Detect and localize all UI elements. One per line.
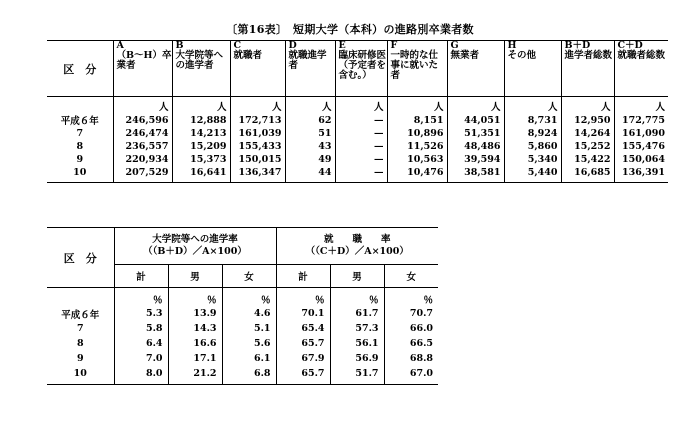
table1-unit: 人 [387,97,447,114]
table-cell: 5,340 [504,153,561,166]
table1-col-header: B＋D 進学者総数 [561,41,614,97]
table2-unit: ％ [330,288,384,307]
table2-unit-corner [47,288,114,307]
table2-unit: ％ [276,288,330,307]
table-row [47,336,438,351]
advancement-rate-header: 大学院等への進学率 （（B＋D）／A×100） [114,228,276,265]
table-cell: 14.3 [168,321,222,336]
rates-table [47,227,438,385]
table1-corner-label: 区 分 [47,41,113,97]
table-cell: 12,888 [172,113,230,127]
table-cell: 236,557 [113,140,172,153]
table-cell: 136,347 [230,166,285,183]
table-cell: 150,015 [230,153,285,166]
table-cell: 6.1 [222,351,276,366]
table-cell: 65.7 [276,336,330,351]
table-row [47,127,668,140]
table1-unit-corner [47,97,113,114]
table-cell: 5.6 [222,336,276,351]
table-cell: 56.1 [330,336,384,351]
table-cell: 70.1 [276,306,330,321]
table1-unit-row [47,97,668,114]
table-cell: 10,476 [387,166,447,183]
subheader-female: 女 [384,265,438,288]
table-cell: 15,373 [172,153,230,166]
table-cell: 15,209 [172,140,230,153]
table-cell: 15,422 [561,153,614,166]
table-cell: 161,039 [230,127,285,140]
table-cell: 51.7 [330,366,384,385]
table1-unit: 人 [447,97,504,114]
table-row [47,113,668,127]
table-row [47,153,668,166]
row-label: 10 [47,366,114,385]
table-cell: 8,731 [504,113,561,127]
row-label: 平成６年 [47,113,113,127]
table-cell: 150,064 [622,154,665,165]
table-cell: 12,950 [561,113,614,127]
table-cell: — [335,113,387,127]
subheader-total: 計 [114,265,168,288]
table-cell: 246,596 [113,113,172,127]
table1-unit: 人 [172,97,230,114]
table-cell: 65.4 [276,321,330,336]
table1-header-row [47,41,668,97]
graduates-by-path-table [47,40,668,183]
table-cell: 6.4 [114,336,168,351]
table-cell: 155,476 [622,141,665,152]
subheader-male: 男 [168,265,222,288]
table-cell: 11,526 [387,140,447,153]
table-cell: 4.6 [222,306,276,321]
row-label: 8 [47,140,113,153]
table-cell: 16.6 [168,336,222,351]
table1-col-header: B 大学院等への進学者 [172,41,230,97]
table-cell: 66.0 [409,323,434,334]
row-label: 8 [47,336,114,351]
table-row [47,321,438,336]
table1-unit: 人 [504,97,561,114]
table-row [47,306,438,321]
table1-unit: 人 [561,97,614,114]
table-cell: 44 [285,166,335,183]
subheader-total: 計 [276,265,330,288]
table-cell: 14,264 [561,127,614,140]
table-cell: 65.7 [276,366,330,385]
table-cell: 57.3 [330,321,384,336]
table-cell: 155,433 [230,140,285,153]
table-cell: 10,896 [387,127,447,140]
table1-col-header: A （B～H）卒業者 [113,41,172,97]
table-cell: 246,474 [113,127,172,140]
table-cell: 207,529 [113,166,172,183]
table-cell: 136,391 [622,167,665,178]
table-cell: 16,685 [561,166,614,183]
table-cell: 5.3 [114,306,168,321]
table-cell: 62 [285,113,335,127]
table2-unit: ％ [423,295,434,306]
table-row [47,140,668,153]
table1-col-header: G 無業者 [447,41,504,97]
table-cell: — [335,153,387,166]
table1-col-header: C＋D 就職者総数 [614,41,668,97]
table-cell: 17.1 [168,351,222,366]
subheader-male: 男 [330,265,384,288]
table-cell: 39,594 [447,153,504,166]
table-cell: 67.0 [409,368,434,379]
table-cell: 220,934 [113,153,172,166]
table1-unit: 人 [285,97,335,114]
table-row [47,366,438,385]
table2-unit-row [47,288,438,307]
table1-unit: 人 [230,97,285,114]
table2-unit: ％ [168,288,222,307]
table-cell: 5.1 [222,321,276,336]
table-cell: 51 [285,127,335,140]
table1-unit: 人 [655,102,665,113]
row-label: 7 [47,321,114,336]
table-cell: 67.9 [276,351,330,366]
table-cell: — [335,127,387,140]
table-cell: 13.9 [168,306,222,321]
row-label: 10 [47,166,113,183]
table-cell: 10,563 [387,153,447,166]
table-cell: 5,440 [504,166,561,183]
table1-col-header: H その他 [504,41,561,97]
table2-corner-label: 区 分 [47,228,114,288]
table-cell: 38,581 [447,166,504,183]
page-title: 〔第16表〕 短期大学（本科）の進路別卒業者数 [226,23,474,36]
table-cell: 43 [285,140,335,153]
row-label: 9 [47,351,114,366]
table-cell: 6.8 [222,366,276,385]
table-cell: 5,860 [504,140,561,153]
table-cell: 56.9 [330,351,384,366]
table2-unit: ％ [114,288,168,307]
table2-header-row [47,228,438,265]
table-row [47,166,668,183]
table1-col-header: E 臨床研修医（予定者を含む。） [335,41,387,97]
table-cell: 8.0 [114,366,168,385]
table-cell: — [335,140,387,153]
table-cell: 61.7 [330,306,384,321]
table1-col-header: F 一時的な仕事に就いた者 [387,41,447,97]
table1-col-header: C 就職者 [230,41,285,97]
table1-col-header: D 就職進学者 [285,41,335,97]
table-cell: 8,924 [504,127,561,140]
table-cell: 8,151 [387,113,447,127]
table-cell: 5.8 [114,321,168,336]
subheader-female: 女 [222,265,276,288]
row-label: 7 [47,127,113,140]
table-row [47,351,438,366]
table-cell: 68.8 [409,353,434,364]
row-label: 9 [47,153,113,166]
table-cell: 51,351 [447,127,504,140]
table2-unit: ％ [222,288,276,307]
row-label: 平成６年 [47,306,114,321]
table-cell: 48,486 [447,140,504,153]
employment-rate-header: 就 職 率 （（C＋D）／A×100） [276,228,438,265]
table-cell: 44,051 [447,113,504,127]
table-cell: 7.0 [114,351,168,366]
table-cell: 172,775 [622,114,665,126]
table-cell: 16,641 [172,166,230,183]
table-cell: 66.5 [409,338,434,349]
table-cell: 70.7 [409,308,434,319]
table1-unit: 人 [113,97,172,114]
table-cell: 21.2 [168,366,222,385]
table-cell: 172,713 [230,113,285,127]
table-cell: 14,213 [172,127,230,140]
table-cell: 15,252 [561,140,614,153]
table-cell: 49 [285,153,335,166]
table1-unit: 人 [335,97,387,114]
table-cell: 161,090 [622,128,665,139]
table-cell: — [335,166,387,183]
